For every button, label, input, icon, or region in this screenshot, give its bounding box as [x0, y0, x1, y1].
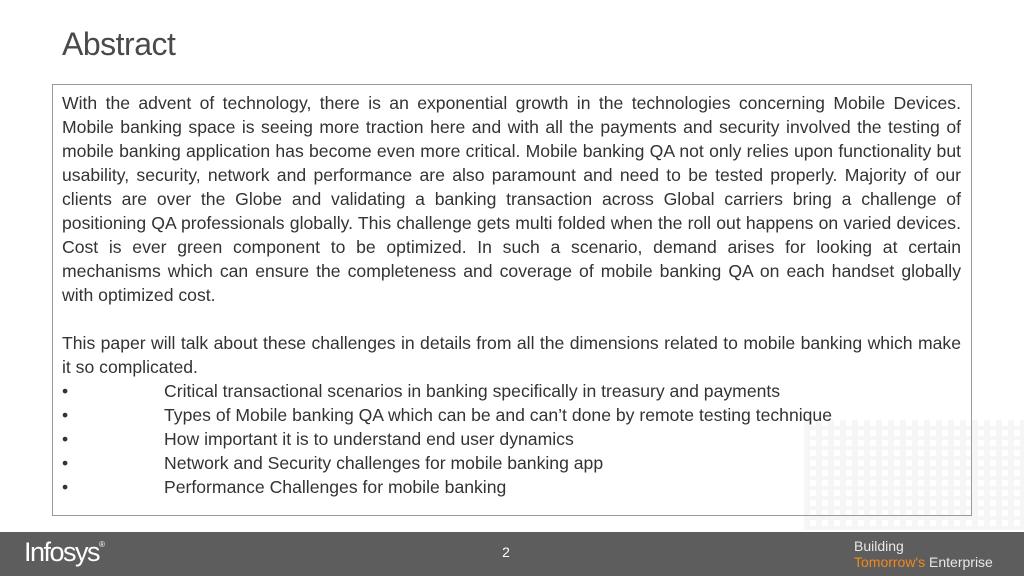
- list-item-text: Types of Mobile banking QA which can be and can’t done by remote testing technique: [164, 405, 833, 425]
- list-item-text: Network and Security challenges for mobile banking app: [164, 453, 604, 473]
- logo-text: Infosys: [24, 537, 100, 567]
- list-item: [62, 475, 961, 499]
- bullet-icon: •: [62, 477, 69, 497]
- tagline: [854, 538, 993, 570]
- abstract-paragraph-2: This paper will talk about these challenges in details from all the dimensions related to mobile banking which make it so complicated.: [62, 333, 961, 377]
- page-number: 2: [502, 544, 510, 560]
- bullet-icon: •: [62, 453, 69, 473]
- slide-footer: [0, 532, 1024, 576]
- list-item-text: Performance Challenges for mobile banking: [164, 477, 507, 497]
- registered-mark: ®: [99, 540, 105, 549]
- list-item: [62, 427, 961, 451]
- tagline-line-1: Building: [854, 538, 904, 554]
- bullet-icon: •: [62, 381, 69, 401]
- bullet-icon: •: [62, 405, 69, 425]
- abstract-paragraph-1: With the advent of technology, there is an exponential growth in the technologies concerning Mobile Devices. Mobile banking space is seeing more traction here and with all the payments and security involved the testing of mobile banking application has become even more critical. Mobile banking QA not only relies upon functionality but usability, security, network and performance are also paramount and need to be tested properly. Majority of our clients are over the Globe and validating a banking transaction across Global carriers bring a challenge of positioning QA professionals globally. This challenge gets multi folded when the roll out happens on varied devices. Cost is ever green component to be optimized. In such a scenario, demand arises for looking at certain mechanisms which can ensure the completeness and coverage of mobile banking QA on each handset globally with optimized cost.: [62, 93, 961, 305]
- list-item: [62, 403, 961, 427]
- tagline-rest: Enterprise: [925, 554, 993, 570]
- list-item: [62, 379, 961, 403]
- tagline-line-2: [854, 554, 993, 570]
- slide-title: Abstract: [62, 26, 176, 62]
- list-item-text: How important it is to understand end user dynamics: [164, 429, 574, 449]
- list-item: [62, 451, 961, 475]
- abstract-text-box: [52, 84, 972, 516]
- bullet-icon: •: [62, 429, 69, 449]
- list-item-text: Critical transactional scenarios in banking specifically in treasury and payments: [164, 381, 781, 401]
- challenge-list: [62, 379, 961, 499]
- tagline-accent: Tomorrow's: [854, 554, 926, 570]
